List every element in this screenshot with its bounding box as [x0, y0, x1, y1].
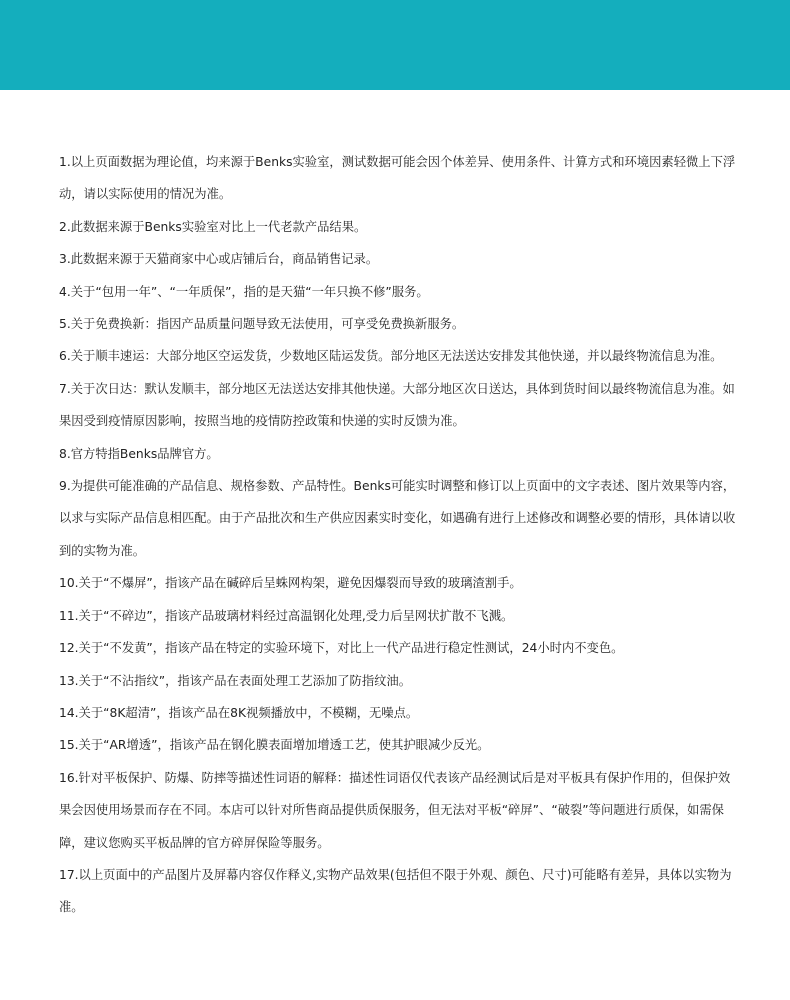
note-1: 1.以上页面数据为理论值，均来源于Benks实验室，测试数据可能会因个体差异、使用条件、计算方式和环境因素轻微上下浮动，请以实际使用的情况为准。: [59, 155, 736, 202]
note-6: 6.关于顺丰速运：大部分地区空运发货，少数地区陆运发货。部分地区无法送达安排发其他快递，并以最终物流信息为准。: [59, 349, 723, 364]
note-17: 17.以上页面中的产品图片及屏幕内容仅作释义,实物产品效果(包括但不限于外观、颜色、尺寸)可能略有差异，具体以实物为准。: [59, 867, 732, 915]
note-16: 16.针对平板保护、防爆、防摔等描述性词语的解释：描述性词语仅代表该产品经测试后是对平板具有保护作用的，但保护效果会因使用场景而存在不同。本店可以针对所售商品提供质保服务，但无法对平板“碎屏”、“破裂”等问题进行质保，如需保障，建议您购买平板品牌的官方碎屏保险等服务。: [59, 770, 731, 850]
note-14: 14.关于“8K超清”，指该产品在8K视频播放中，不模糊，无噪点。: [59, 705, 419, 720]
note-9: 9.为提供可能准确的产品信息、规格参数、产品特性。Benks可能实时调整和修订以上页面中的文字表述、图片效果等内容，以求与实际产品信息相匹配。由于产品批次和生产供应因素实时变化，如遇确有进行上述修改和调整必要的情形，具体请以收到的实物为准。: [59, 479, 736, 558]
note-7: 7.关于次日达：默认发顺丰，部分地区无法送达安排其他快递。大部分地区次日送达，具体到货时间以最终物流信息为准。如果因受到疫情原因影响，按照当地的疫情防控政策和快递的实时反馈为准。: [59, 381, 735, 429]
disclaimer-notes: [59, 146, 739, 924]
note-5: 5.关于免费换新：指因产品质量问题导致无法使用，可享受免费换新服务。: [59, 317, 465, 332]
note-11: 11.关于“不碎边”，指该产品玻璃材料经过高温钢化处理,受力后呈网状扩散不飞溅。: [59, 608, 514, 623]
note-15: 15.关于“AR增透”，指该产品在钢化膜表面增加增透工艺，使其护眼减少反光。: [59, 738, 490, 753]
note-13: 13.关于“不沾指纹”，指该产品在表面处理工艺添加了防指纹油。: [59, 673, 412, 688]
note-8: 8.官方特指Benks品牌官方。: [59, 446, 219, 461]
note-10: 10.关于“不爆屏”，指该产品在碱碎后呈蛛网构架，避免因爆裂而导致的玻璃渣割手。: [59, 576, 522, 591]
note-3: 3.此数据来源于天猫商家中心或店铺后台，商品销售记录。: [59, 252, 379, 267]
note-4: 4.关于“包用一年”、“一年质保”，指的是天猫“一年只换不修”服务。: [59, 284, 429, 299]
note-12: 12.关于“不发黄”，指该产品在特定的实验环境下，对比上一代产品进行稳定性测试，24小时内不变色。: [59, 641, 624, 656]
note-2: 2.此数据来源于Benks实验室对比上一代老款产品结果。: [59, 219, 367, 234]
header-banner: [0, 0, 790, 90]
